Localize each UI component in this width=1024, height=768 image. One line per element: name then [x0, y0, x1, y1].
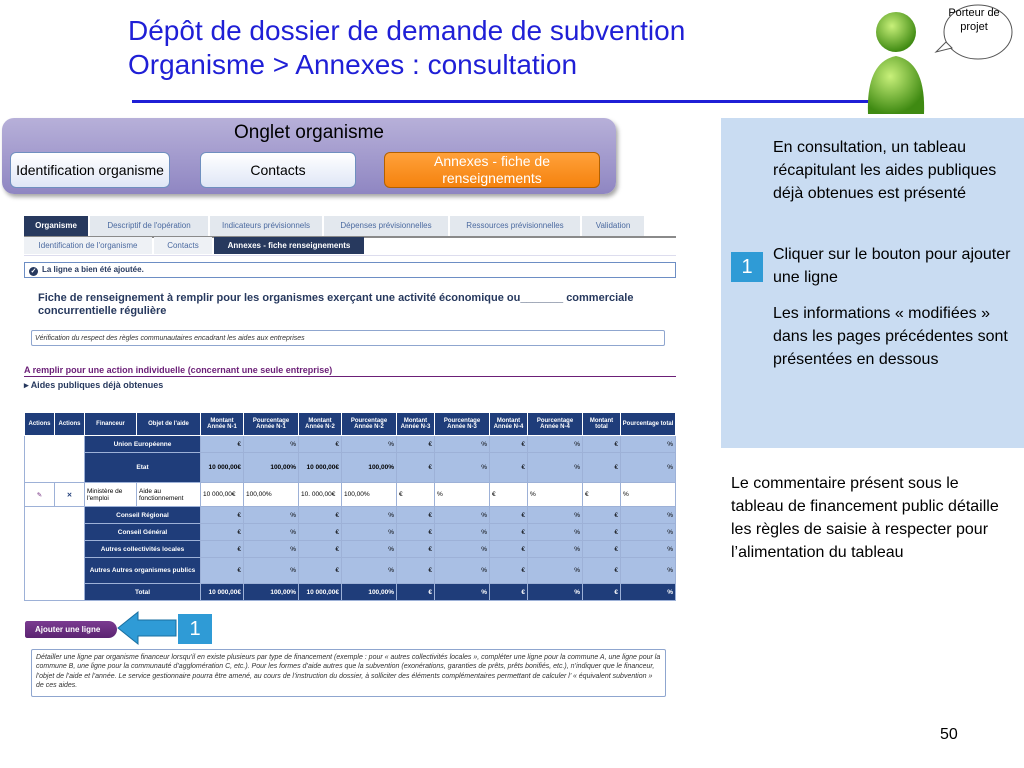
tab-organisme[interactable]: Organisme [24, 216, 89, 236]
cell: % [528, 507, 583, 524]
cell: % [528, 436, 583, 453]
cell: % [342, 541, 397, 558]
main-tabs [24, 216, 676, 238]
cell: € [583, 483, 621, 507]
cell: € [201, 558, 244, 584]
cell: % [435, 541, 490, 558]
cell: € [397, 436, 435, 453]
cell: € [583, 436, 621, 453]
cell: % [435, 584, 490, 601]
success-message [24, 262, 676, 278]
side-paragraph-2: Cliquer sur le bouton pour ajouter une ligne [773, 246, 1011, 286]
cell: % [621, 436, 676, 453]
row-label: Total [85, 584, 201, 601]
cell: % [621, 507, 676, 524]
step-badge: 1 [178, 614, 212, 644]
cell: € [201, 541, 244, 558]
aides-heading-text: Aides publiques déjà obtenues [30, 380, 164, 390]
cell: % [528, 483, 583, 507]
onglet-title: Onglet organisme [234, 122, 384, 143]
cell: % [244, 507, 299, 524]
cell: € [490, 453, 528, 483]
cell: € [299, 507, 342, 524]
add-line-button[interactable]: Ajouter une ligne [25, 621, 117, 638]
cell: % [528, 524, 583, 541]
cell: 10 000,00€ [299, 453, 342, 483]
onglet-panel [2, 118, 616, 194]
cell: € [397, 507, 435, 524]
tab-descriptif[interactable]: Descriptif de l'opération [90, 216, 209, 236]
cell: % [621, 453, 676, 483]
table-row [25, 584, 676, 601]
cell: % [528, 453, 583, 483]
cell: € [397, 558, 435, 584]
aides-table [24, 412, 676, 601]
delete-x-icon[interactable]: ✕ [55, 483, 85, 507]
col-header: Montant Année N-4 [490, 413, 528, 436]
col-header: Pourcentage Année N-3 [435, 413, 490, 436]
annexes-button[interactable]: Annexes - fiche de renseignements [384, 152, 600, 188]
row-label: Autres Autres organismes publics [85, 558, 201, 584]
cell: 100,00% [342, 453, 397, 483]
cell: € [299, 541, 342, 558]
bubble-label: Porteur de projet [948, 7, 1000, 33]
table-row [25, 483, 676, 507]
title-underline [132, 100, 898, 103]
cell: % [435, 483, 490, 507]
slide-title [128, 14, 848, 82]
aides-heading: ▸ Aides publiques déjà obtenues [24, 380, 164, 390]
side-paragraph-3: Les informations « modifiées » dans les pages précédentes sont présentées en dessous [773, 305, 1008, 368]
title-line-1: Dépôt de dossier de demande de subvention [128, 15, 686, 46]
cell: % [342, 436, 397, 453]
table-row [25, 558, 676, 584]
cell: Aide au fonctionnement [137, 483, 201, 507]
cell: 10 000,00€ [201, 483, 244, 507]
col-header: Actions [25, 413, 55, 436]
cell: € [490, 483, 528, 507]
table-row [25, 453, 676, 483]
page-number: 50 [940, 726, 958, 743]
col-header: Objet de l'aide [137, 413, 201, 436]
cell: € [490, 558, 528, 584]
cell: 10 000,00€ [299, 584, 342, 601]
cell: 100,00% [244, 584, 299, 601]
table-header-row [25, 413, 676, 436]
subtab-identification[interactable]: Identification de l'organisme [24, 237, 152, 254]
tab-ressources[interactable]: Ressources prévisionnelles [450, 216, 581, 236]
col-header: Montant Année N-3 [397, 413, 435, 436]
col-header: Montant Année N-1 [201, 413, 244, 436]
cell: € [397, 541, 435, 558]
fiche-title: Fiche de renseignement à remplir pour les organismes exerçant une activité économique ou_______ commerciale concurrentielle régulière [38, 292, 634, 317]
table-row [25, 541, 676, 558]
person-icon [862, 6, 930, 118]
tab-indicateurs[interactable]: Indicateurs prévisionnels [210, 216, 323, 236]
cell: % [342, 524, 397, 541]
col-header: Montant total [583, 413, 621, 436]
bottom-note: Le commentaire présent sous le tableau de financement public détaille les règles de saisie à respecter pour l’alimentation du tableau [731, 475, 999, 561]
verification-box: Vérification du respect des règles communautaires encadrant les aides aux entreprises [31, 330, 665, 346]
cell: € [201, 436, 244, 453]
side-paragraph-1: En consultation, un tableau récapitulant les aides publiques déjà obtenues est présenté [773, 139, 997, 202]
cell: % [528, 558, 583, 584]
cell: € [490, 541, 528, 558]
cell: 100,00% [342, 584, 397, 601]
sub-tabs [24, 237, 676, 256]
row-label: Autres collectivités locales [85, 541, 201, 558]
tab-depenses[interactable]: Dépenses prévisionnelles [324, 216, 449, 236]
cell: % [621, 584, 676, 601]
cell: % [621, 541, 676, 558]
check-icon: ✓ [30, 268, 37, 275]
cell: % [342, 558, 397, 584]
cell: € [490, 584, 528, 601]
cell: 100,00% [342, 483, 397, 507]
cell: % [621, 483, 676, 507]
cell: 10. 000,00€ [299, 483, 342, 507]
cell: € [397, 483, 435, 507]
cell: % [435, 453, 490, 483]
pencil-icon[interactable]: ✎ [25, 483, 55, 507]
cell: € [490, 436, 528, 453]
cell: % [528, 584, 583, 601]
row-label: Conseil Régional [85, 507, 201, 524]
cell: € [583, 541, 621, 558]
cell: € [299, 558, 342, 584]
cell: % [244, 558, 299, 584]
cell: 10 000,00€ [201, 584, 244, 601]
cell: € [397, 453, 435, 483]
row-label: Conseil Général [85, 524, 201, 541]
col-header: Montant Année N-2 [299, 413, 342, 436]
identification-organisme-button[interactable]: Identification organisme [10, 152, 170, 188]
cell: € [583, 524, 621, 541]
cell: Ministère de l'emploi [85, 483, 137, 507]
success-text: La ligne a bien été ajoutée. [42, 265, 144, 274]
tab-validation[interactable]: Validation [582, 216, 645, 236]
cell: % [342, 507, 397, 524]
contacts-button[interactable]: Contacts [200, 152, 356, 188]
cell: € [299, 524, 342, 541]
step-badge: 1 [731, 252, 763, 282]
cell: % [621, 524, 676, 541]
col-header: Pourcentage Année N-2 [342, 413, 397, 436]
cell: € [490, 507, 528, 524]
cell: € [201, 524, 244, 541]
detail-comment-box: Détailler une ligne par organisme financeur lorsqu’il en existe plusieurs par type de financement (exemple : pour « autres collectivités locales », compléter une ligne pour la commune A, une ligne pour la commune B, une ligne pour la communauté d’agglomération C, etc.). Pour les formes d’aide autres que la subvention (exonérations, garanties de prêts, prêts bonifiés, etc.), n’indiquer que le financeur, l’objet de l’aide et l’année. Le service gestionnaire pourra être amené, au cours de l’instruction du dossier, à solliciter des éléments complémentaires permettant de calculer l’ « équivalent subvention » de ces aides. [31, 649, 666, 697]
cell: % [244, 541, 299, 558]
cell: € [583, 453, 621, 483]
cell: € [490, 524, 528, 541]
cell: € [397, 584, 435, 601]
col-header: Financeur [85, 413, 137, 436]
table-row [25, 524, 676, 541]
cell: 100,00% [244, 483, 299, 507]
row-label: Etat [85, 453, 201, 483]
arrow-left-icon [116, 608, 178, 648]
table-row [25, 507, 676, 524]
title-line-2: Organisme > Annexes : consultation [128, 49, 578, 80]
table-row [25, 436, 676, 453]
cell: % [435, 507, 490, 524]
cell: 100,00% [244, 453, 299, 483]
cell: % [435, 558, 490, 584]
col-header: Pourcentage Année N-4 [528, 413, 583, 436]
col-header: Pourcentage Année N-1 [244, 413, 299, 436]
cell: € [299, 436, 342, 453]
cell: € [201, 507, 244, 524]
blank-cell [25, 507, 85, 601]
cell: % [435, 524, 490, 541]
cell: 10 000,00€ [201, 453, 244, 483]
row-label: Union Européenne [85, 436, 201, 453]
cell: % [244, 524, 299, 541]
cell: € [397, 524, 435, 541]
cell: € [583, 558, 621, 584]
cell: % [244, 436, 299, 453]
cell: € [583, 507, 621, 524]
cell: % [528, 541, 583, 558]
col-header: Pourcentage total [621, 413, 676, 436]
cell: € [583, 584, 621, 601]
subtab-contacts[interactable]: Contacts [154, 237, 212, 254]
cell: % [435, 436, 490, 453]
section-heading: A remplir pour une action individuelle (concernant une seule entreprise) [24, 364, 676, 377]
cell: % [621, 558, 676, 584]
col-header: Actions [55, 413, 85, 436]
subtab-annexes[interactable]: Annexes - fiche renseignements [214, 237, 364, 254]
blank-cell [25, 436, 85, 483]
